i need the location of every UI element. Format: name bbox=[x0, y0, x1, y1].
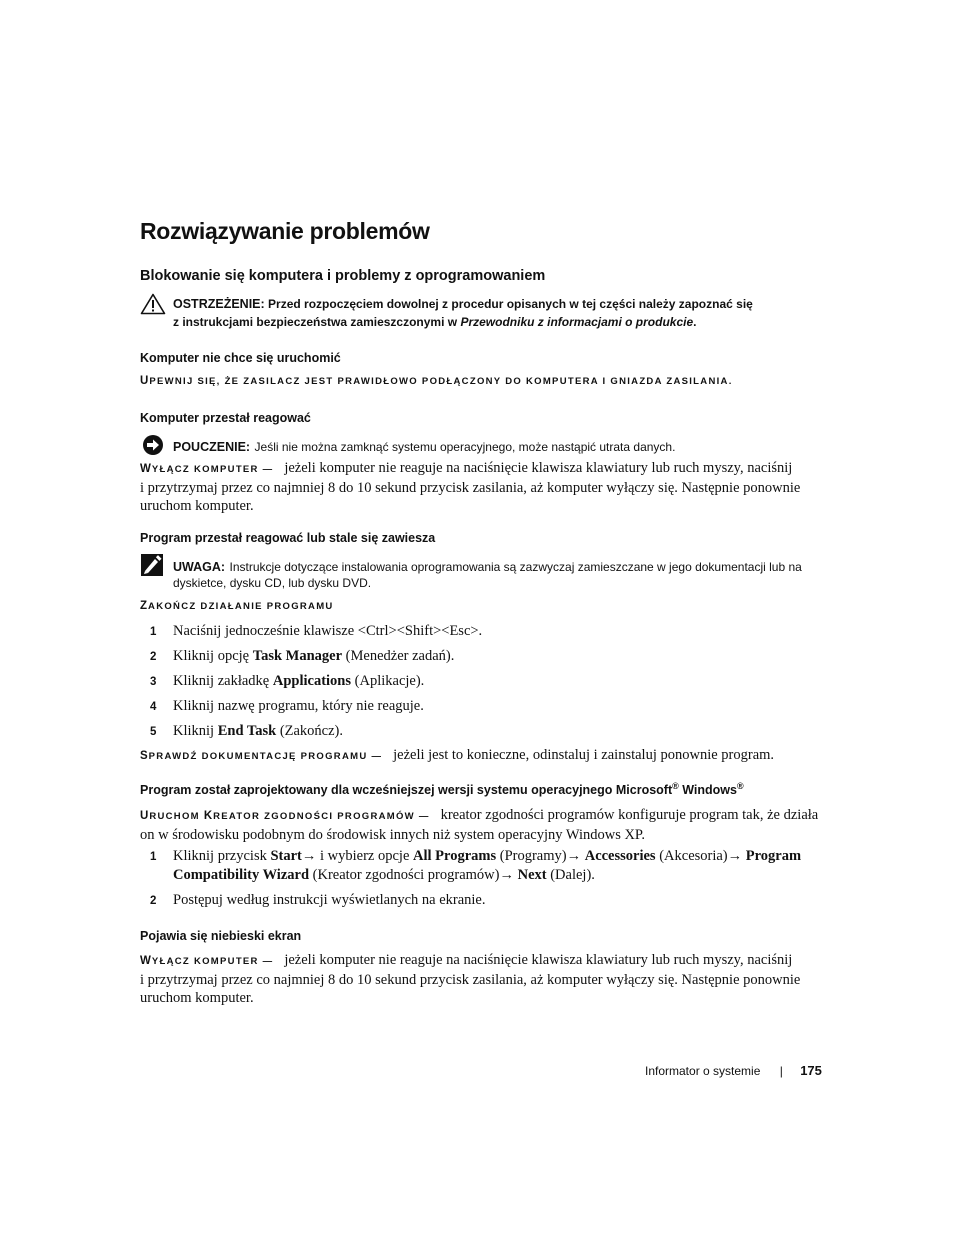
footer-label: Informator o systemie bbox=[645, 1064, 761, 1078]
action-end-program: ZAKOŃCZ DZIAŁANIE PROGRAMU bbox=[140, 600, 334, 612]
footer-separator: | bbox=[779, 1064, 783, 1078]
warning-line1 bbox=[173, 297, 753, 311]
warning-line2: z instrukcjami bezpieczeństwa zamieszczonymi w Przewodniku z informacjami o produkcie. bbox=[173, 315, 697, 329]
power-off-paragraph: WYŁĄCZ KOMPUTER — jeżeli komputer nie reaguje na naciśnięcie klawisza klawiatury lub ruch myszy, naciśnij i przytrzymaj przez co najmniej 8 do 10 sekund przycisk zasilania, aż komputer wyłączy się. Następnie ponownie uruchom komputer. bbox=[140, 460, 801, 514]
subheading-no-start: Komputer nie chce się uruchomić bbox=[140, 351, 341, 365]
guide-reference: Przewodniku z informacjami o produkcie bbox=[460, 315, 694, 329]
action-run-compat-wizard: URUCHOM KREATOR ZGODNOŚCI PROGRAMÓW — bbox=[140, 810, 430, 822]
subheading-blue-screen: Pojawia się niebieski ekran bbox=[140, 929, 302, 943]
note-line1: UWAGA: Instrukcje dotyczące instalowania oprogramowania są zazwyczaj zamieszczane w jego dokumentacji lub na bbox=[173, 560, 802, 574]
note-icon bbox=[141, 554, 163, 581]
subheading-not-responding: Komputer przestał reagować bbox=[140, 411, 311, 425]
page-number: 175 bbox=[800, 1063, 822, 1078]
section-heading: Blokowanie się komputera i problemy z oprogramowaniem bbox=[140, 268, 546, 284]
blue-screen-paragraph: WYŁĄCZ KOMPUTER — jeżeli komputer nie reaguje na naciśnięcie klawisza klawiatury lub ruch myszy, naciśnij i przytrzymaj przez co najmniej 8 do 10 sekund przycisk zasilania, aż komputer wyłączy się. Następnie ponownie uruchom komputer. bbox=[140, 952, 801, 1006]
notice-icon bbox=[142, 434, 164, 461]
warning-label: OSTRZEŻENIE: bbox=[173, 297, 265, 311]
page-title: Rozwiązywanie problemów bbox=[140, 218, 430, 244]
compat-wizard-paragraph: URUCHOM KREATOR ZGODNOŚCI PROGRAMÓW — kreator zgodności programów konfiguruje program tak, że działa on w środowisku podobnym do środowisk innych niż system operacyjny Windows XP. bbox=[140, 807, 819, 843]
footer bbox=[645, 1063, 822, 1078]
action-power-off: WYŁĄCZ KOMPUTER — bbox=[140, 463, 274, 475]
action-power-off-2: WYŁĄCZ KOMPUTER — bbox=[140, 955, 274, 967]
note-label: UWAGA: bbox=[173, 560, 226, 574]
notice bbox=[173, 438, 675, 456]
action-check-docs: SPRAWDŹ DOKUMENTACJĘ PROGRAMU — bbox=[140, 750, 383, 762]
subheading-older-windows: Program został zaprojektowany dla wcześniejszej wersji systemu operacyjnego Microsoft® Windows® bbox=[140, 781, 744, 798]
notice-text: Jeśli nie można zamknąć systemu operacyjnego, może nastąpić utrata danych. bbox=[254, 440, 676, 454]
warning-text-line1: Przed rozpoczęciem dowolnej z procedur opisanych w tej części należy zapoznać się bbox=[268, 297, 753, 311]
check-docs-paragraph: SPRAWDŹ DOKUMENTACJĘ PROGRAMU — jeżeli jest to konieczne, odinstaluj i zainstaluj ponownie program. bbox=[140, 747, 775, 763]
notice-label: POUCZENIE: bbox=[173, 440, 251, 454]
subheading-program-hangs: Program przestał reagować lub stale się zawiesza bbox=[140, 531, 436, 545]
note-line2: dyskietce, dysku CD, lub dysku DVD. bbox=[173, 576, 372, 590]
action-check-adapter: UPEWNIJ SIĘ, ŻE ZASILACZ JEST PRAWIDŁOWO PODŁĄCZONY DO KOMPUTERA I GNIAZDA ZASILANIA. bbox=[140, 375, 733, 387]
warning-icon bbox=[140, 293, 166, 320]
